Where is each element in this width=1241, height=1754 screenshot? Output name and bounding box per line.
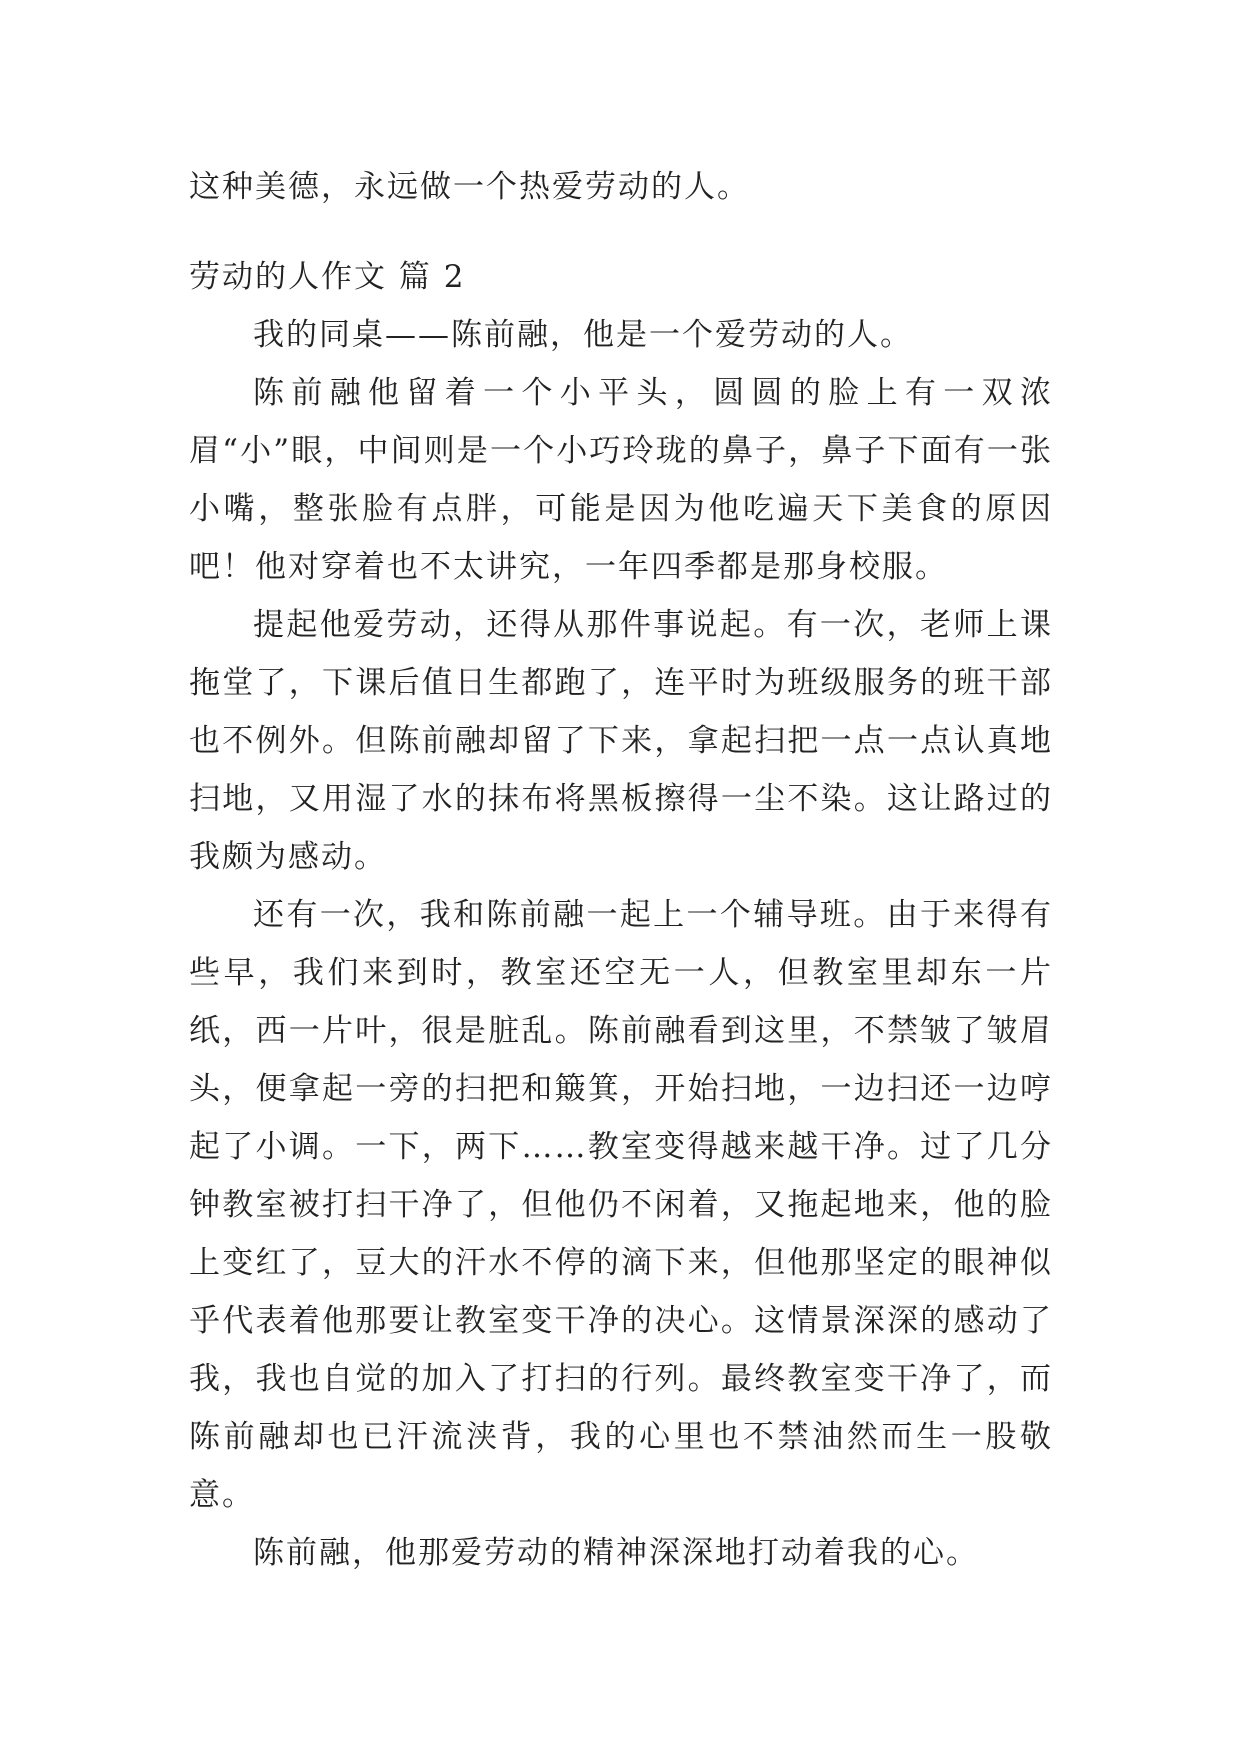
carryover-line: 这种美德，永远做一个热爱劳动的人。: [189, 169, 750, 205]
document-body: [189, 158, 1053, 1582]
paragraph-4: 还有一次，我和陈前融一起上一个辅导班。由于来得有些早，我们来到时，教室还空无一人，但教室里却东一片纸，西一片叶，很是脏乱。陈前融看到这里，不禁皱了皱眉头，便拿起一旁的扫把和簸箕，开始扫地，一边扫还一边哼起了小调。一下，两下……教室变得越来越干净。过了几分钟教室被打扫干净了，但他仍不闲着，又拖起地来，他的脸上变红了，豆大的汗水不停的滴下来，但他那坚定的眼神似乎代表着他那要让教室变干净的决心。这情景深深的感动了我，我也自觉的加入了打扫的行列。最终教室变干净了，而陈前融却也已汗流浃背，我的心里也不禁油然而生一股敬意。: [189, 897, 1053, 1513]
paragraph-1: 我的同桌——陈前融，他是一个爱劳动的人。: [253, 317, 913, 353]
section-spacer: [189, 216, 1053, 248]
section-title: 劳动的人作文 篇 2: [189, 259, 466, 295]
paragraph-2: 陈前融他留着一个小平头，圆圆的脸上有一双浓眉“小”眼，中间则是一个小巧玲珑的鼻子，鼻子下面有一张小嘴，整张脸有点胖，可能是因为他吃遍天下美食的原因吧！他对穿着也不太讲究，一年四季都是那身校服。: [189, 375, 1053, 585]
paragraph-5: 陈前融，他那爱劳动的精神深深地打动着我的心。: [253, 1535, 979, 1571]
paragraph-3: 提起他爱劳动，还得从那件事说起。有一次，老师上课拖堂了，下课后值日生都跑了，连平时为班级服务的班干部也不例外。但陈前融却留了下来，拿起扫把一点一点认真地扫地，又用湿了水的抹布将黑板擦得一尘不染。这让路过的我颇为感动。: [189, 607, 1053, 875]
